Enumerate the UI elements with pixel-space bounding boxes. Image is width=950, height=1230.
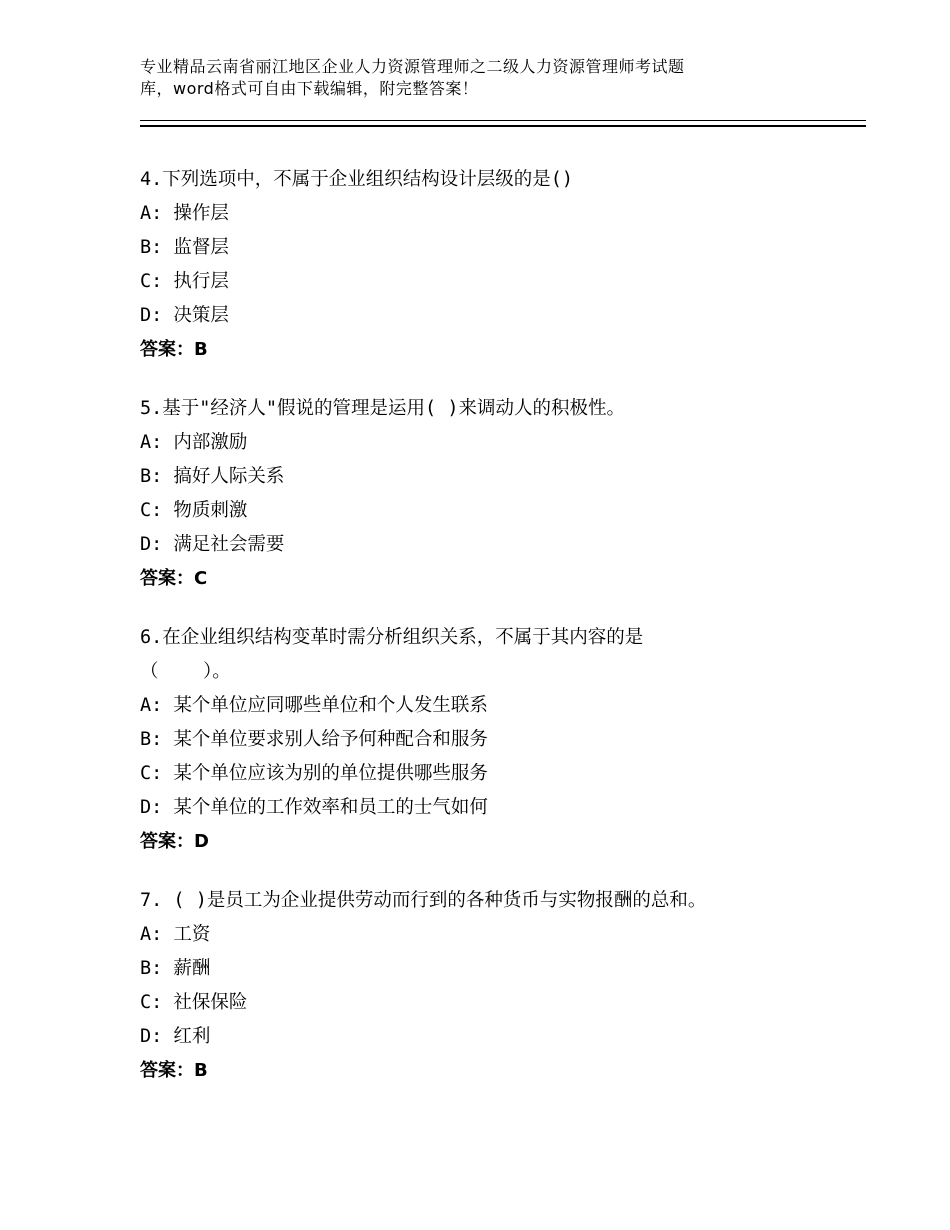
option-c: C: 某个单位应该为别的单位提供哪些服务 bbox=[140, 763, 488, 784]
header-divider-thin bbox=[140, 120, 866, 121]
question-text: 6.在企业组织结构变革时需分析组织关系，不属于其内容的是 bbox=[140, 627, 644, 648]
question-6 bbox=[140, 621, 860, 859]
header-line-2: 库，word格式可自由下载编辑，附完整答案！ bbox=[140, 79, 479, 98]
option-b: B: 搞好人际关系 bbox=[140, 466, 285, 487]
option-d: D: 满足社会需要 bbox=[140, 534, 285, 555]
document-header bbox=[140, 56, 780, 100]
option-a: A: 工资 bbox=[140, 924, 211, 945]
question-list bbox=[140, 163, 860, 1113]
question-7 bbox=[140, 884, 860, 1088]
header-line-1: 专业精品云南省丽江地区企业人力资源管理师之二级人力资源管理师考试题 bbox=[140, 57, 685, 76]
option-c: C: 物质刺激 bbox=[140, 500, 248, 521]
answer-value: C bbox=[194, 568, 208, 589]
option-c: C: 社保保险 bbox=[140, 992, 248, 1013]
answer-label: 答案： bbox=[140, 339, 194, 360]
option-c: C: 执行层 bbox=[140, 271, 229, 292]
answer-label: 答案： bbox=[140, 568, 194, 589]
question-text-continued: （ ）。 bbox=[140, 661, 231, 682]
answer-line bbox=[140, 825, 860, 859]
question-text: 5.基于"经济人"假说的管理是运用( )来调动人的积极性。 bbox=[140, 398, 625, 419]
answer-value: D bbox=[194, 831, 209, 852]
option-a: A: 某个单位应同哪些单位和个人发生联系 bbox=[140, 695, 488, 716]
answer-line bbox=[140, 1054, 860, 1088]
answer-line bbox=[140, 562, 860, 596]
option-a: A: 操作层 bbox=[140, 203, 229, 224]
option-d: D: 决策层 bbox=[140, 305, 229, 326]
answer-label: 答案： bbox=[140, 831, 194, 852]
option-b: B: 监督层 bbox=[140, 237, 229, 258]
answer-label: 答案： bbox=[140, 1060, 194, 1081]
option-d: D: 红利 bbox=[140, 1026, 211, 1047]
question-5 bbox=[140, 392, 860, 596]
header-divider-thick bbox=[140, 125, 866, 127]
answer-value: B bbox=[194, 1060, 208, 1081]
option-b: B: 薪酬 bbox=[140, 958, 211, 979]
answer-value: B bbox=[194, 339, 208, 360]
option-a: A: 内部激励 bbox=[140, 432, 248, 453]
option-d: D: 某个单位的工作效率和员工的士气如何 bbox=[140, 797, 488, 818]
answer-line bbox=[140, 333, 860, 367]
question-4 bbox=[140, 163, 860, 367]
option-b: B: 某个单位要求别人给予何种配合和服务 bbox=[140, 729, 488, 750]
question-text: 7. ( )是员工为企业提供劳动而行到的各种货币与实物报酬的总和。 bbox=[140, 890, 707, 911]
question-text: 4.下列选项中，不属于企业组织结构设计层级的是() bbox=[140, 169, 574, 190]
